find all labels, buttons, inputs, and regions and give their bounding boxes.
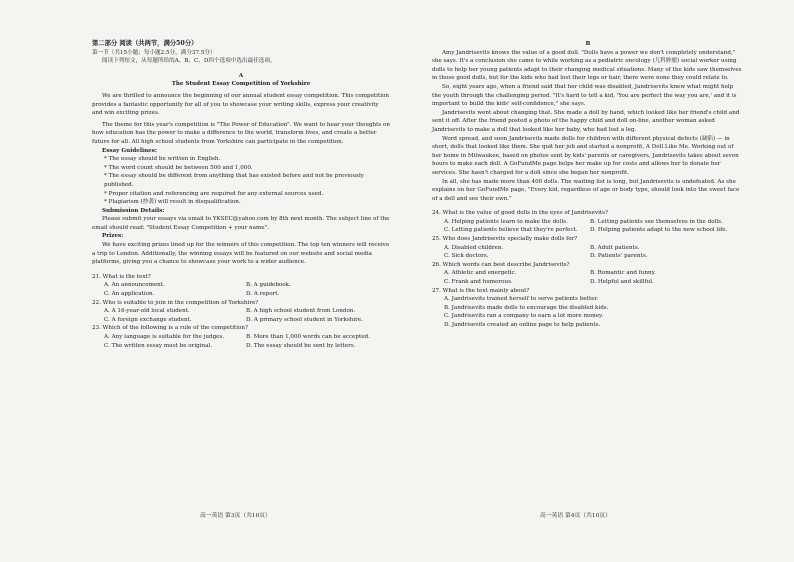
question-26 <box>432 261 744 287</box>
question-stem: 26. Which words can best describe Jandrisevits? <box>432 261 570 268</box>
question-24 <box>432 209 744 235</box>
guidelines-list <box>92 155 390 207</box>
option: D. Helping patients adapt to the new school life. <box>590 227 728 234</box>
guidelines-heading: Essay Guidelines: <box>102 147 157 154</box>
passage-b-paragraph: In all, she has made more than 400 dolls. The waiting list is long, but Jandrisevits is undefeated. As she explains on her GoFundMe page, "Every kid, regardless of age or body type, should look into the sweet face of a doll and see their own." <box>432 178 740 202</box>
passage-a-paragraph: We are thrilled to announce the beginning of our annual student essay competition. This competition provides a fantastic opportunity for all of you to showcase your writing skills, express your creativity and win exciting prizes. <box>92 92 389 117</box>
option: C. The written essay must be original. <box>104 342 212 349</box>
question-25 <box>432 235 744 261</box>
option: C. Frank and humorous. <box>444 279 513 286</box>
option: C. Sick doctors. <box>444 253 489 260</box>
question-stem: 21. What is the text? <box>92 273 151 280</box>
option: B. More than 1,000 words can be accepted. <box>246 334 370 340</box>
option: A. Athletic and energetic. <box>444 270 517 277</box>
option: A. Helping patients learn to make the dolls. <box>444 218 568 225</box>
passage-b-paragraph: Jandrisevits went about changing that. She made a doll by hand, which looked like her friend's child and sent it off. After the friend posted a photo of the happy child and doll on-line, another woman asked Jandrisevits to make a doll that looked like her baby, who had lost a leg. <box>432 109 740 133</box>
option: B. Letting patients see themselves in the dolls. <box>590 218 723 225</box>
question-stem: 24. What is the value of good dolls in the eyes of Jandrisevits? <box>432 210 609 217</box>
instruction: 阅读下列短文，从每题所给的A、B、C、D四个选项中选出最佳选项。 <box>102 58 276 65</box>
option: D. A primary school student in Yorkshire. <box>246 316 363 323</box>
option: A. A 16-year-old local student. <box>104 308 190 315</box>
page-footer-left: 高一英语 第3页（共10页） <box>200 513 271 519</box>
option: B. Romantic and funny. <box>590 270 656 277</box>
question-stem: 25. Who does Jandrisevits specially make dolls for? <box>432 236 578 243</box>
right-column <box>432 40 744 330</box>
question-27 <box>432 287 744 330</box>
guideline-item: * Proper citation and referencing are required for any external sources used. <box>104 190 324 197</box>
section-subtitle: 第一节（共15小题；每小题2.5分，满分37.5分） <box>92 49 216 56</box>
guideline-item: * The word count should be between 500 and 1,000. <box>104 164 253 171</box>
option: B. Adult patients. <box>590 244 640 251</box>
prizes-text: We have exciting prizes lined up for the winners of this competition. The top ten winners will receive a trip to London. Additionally, the winning essays will be featured on our website and social media platforms, giving you a chance to showcase your work to a wider audience. <box>92 242 390 266</box>
question-21 <box>92 273 390 299</box>
option: C. A foreign exchange student. <box>104 316 192 323</box>
option: A. An announcement. <box>104 282 165 289</box>
option: C. Letting patients believe that they're perfect. <box>444 227 578 234</box>
page-footer-right: 高一英语 第4页（共10页） <box>540 513 611 519</box>
submission-text: Please submit your essays via email to YKSEC@yahoo.com by 8th next month. The subject line of the email should read: "Student Essay Competition + your name". <box>92 216 390 231</box>
option: B. A guidebook. <box>246 282 291 289</box>
option: D. The essay should be sent by letters. <box>246 342 356 349</box>
guideline-item: * Plagiarism (抄袭) will result in disqualification. <box>104 199 241 206</box>
passage-a-label: A <box>238 72 244 79</box>
option: D. Jandrisevits created an online page to help patients. <box>444 322 601 328</box>
passage-b-label: B <box>585 41 591 47</box>
passage-b-paragraph: So, eight years ago, when a friend said that her child was disabled, Jandrisevits knew what might help the youth through the challenging period. "It's hard to tell a kid, 'You are perfect the way you are,' and it is important to build the kids' self-confidence," she says. <box>432 83 737 108</box>
option: D. Patients' parents. <box>590 253 648 260</box>
option: A. Jandrisevits trained herself to serve patients better. <box>444 296 599 303</box>
question-stem: 23. Which of the following is a rule of the competition? <box>92 325 249 332</box>
passage-a-paragraph: The theme for this year's competition is "The Power of Education". We want to hear your thoughts on how education has the power to make a difference to the world, transform lives, and create a better future for all. All high school students from Yorkshire can participate in the competition. <box>92 121 390 145</box>
question-22 <box>92 299 390 325</box>
question-stem: 27. What is the text mainly about? <box>432 287 530 294</box>
question-stem: 22. Who is suitable to join in the competition of Yorkshire? <box>92 299 259 306</box>
passage-b-paragraph: Amy Jandrisevits knows the value of a good doll. "Dolls have a power we don't completely understand," she says. It's a conclusion she came to while working as a pediatric oncology (儿科肿瘤) social worker using dolls to help her young patients adapt to their changing medical situations. Many of the kids saw themselves in those good dolls, but for the kids who had lost their legs or hair, there were none they could relate to. <box>432 49 742 82</box>
question-23 <box>92 324 390 350</box>
passage-b-paragraph: Word spread, and soon Jandrisevits made dolls for children with different physical defects (缺陷) — in short, dolls that looked like them. She quit her job and started a nonprofit, A Doll Like Me. Working out of her home in Milwaukee, based on photos sent by kids' parents or caregivers, Jandrisevits takes about seven hours to make each doll. A GoFundMe page helps her make up for costs and allows her to donate her services. She hasn't charged for a doll since she began her nonprofit. <box>432 135 739 176</box>
section-title: 第二部分 阅读（共两节，满分50分） <box>92 40 198 47</box>
submission-heading: Submission Details: <box>102 207 165 214</box>
option: B. A high school student from London. <box>246 308 356 315</box>
option: A. Disabled children. <box>444 244 504 251</box>
option: C. Jandrisevits ran a company to earn a lot more money. <box>444 313 604 320</box>
option: C. An application. <box>104 291 155 298</box>
guideline-item: * The essay should be different from anything that has existed before and not be previously published. <box>104 173 364 188</box>
left-column <box>92 40 390 350</box>
option: D. Helpful and skillful. <box>590 279 654 286</box>
guideline-item: * The essay should be written in English. <box>104 156 221 163</box>
prizes-heading: Prizes: <box>102 233 124 240</box>
option: A. Any language is suitable for the judges. <box>104 334 225 340</box>
option: B. Jandrisevits made dolls to encourage the disabled kids. <box>444 304 609 311</box>
option: D. A report. <box>246 291 280 298</box>
passage-a-title: The Student Essay Competition of Yorkshire <box>171 81 311 88</box>
